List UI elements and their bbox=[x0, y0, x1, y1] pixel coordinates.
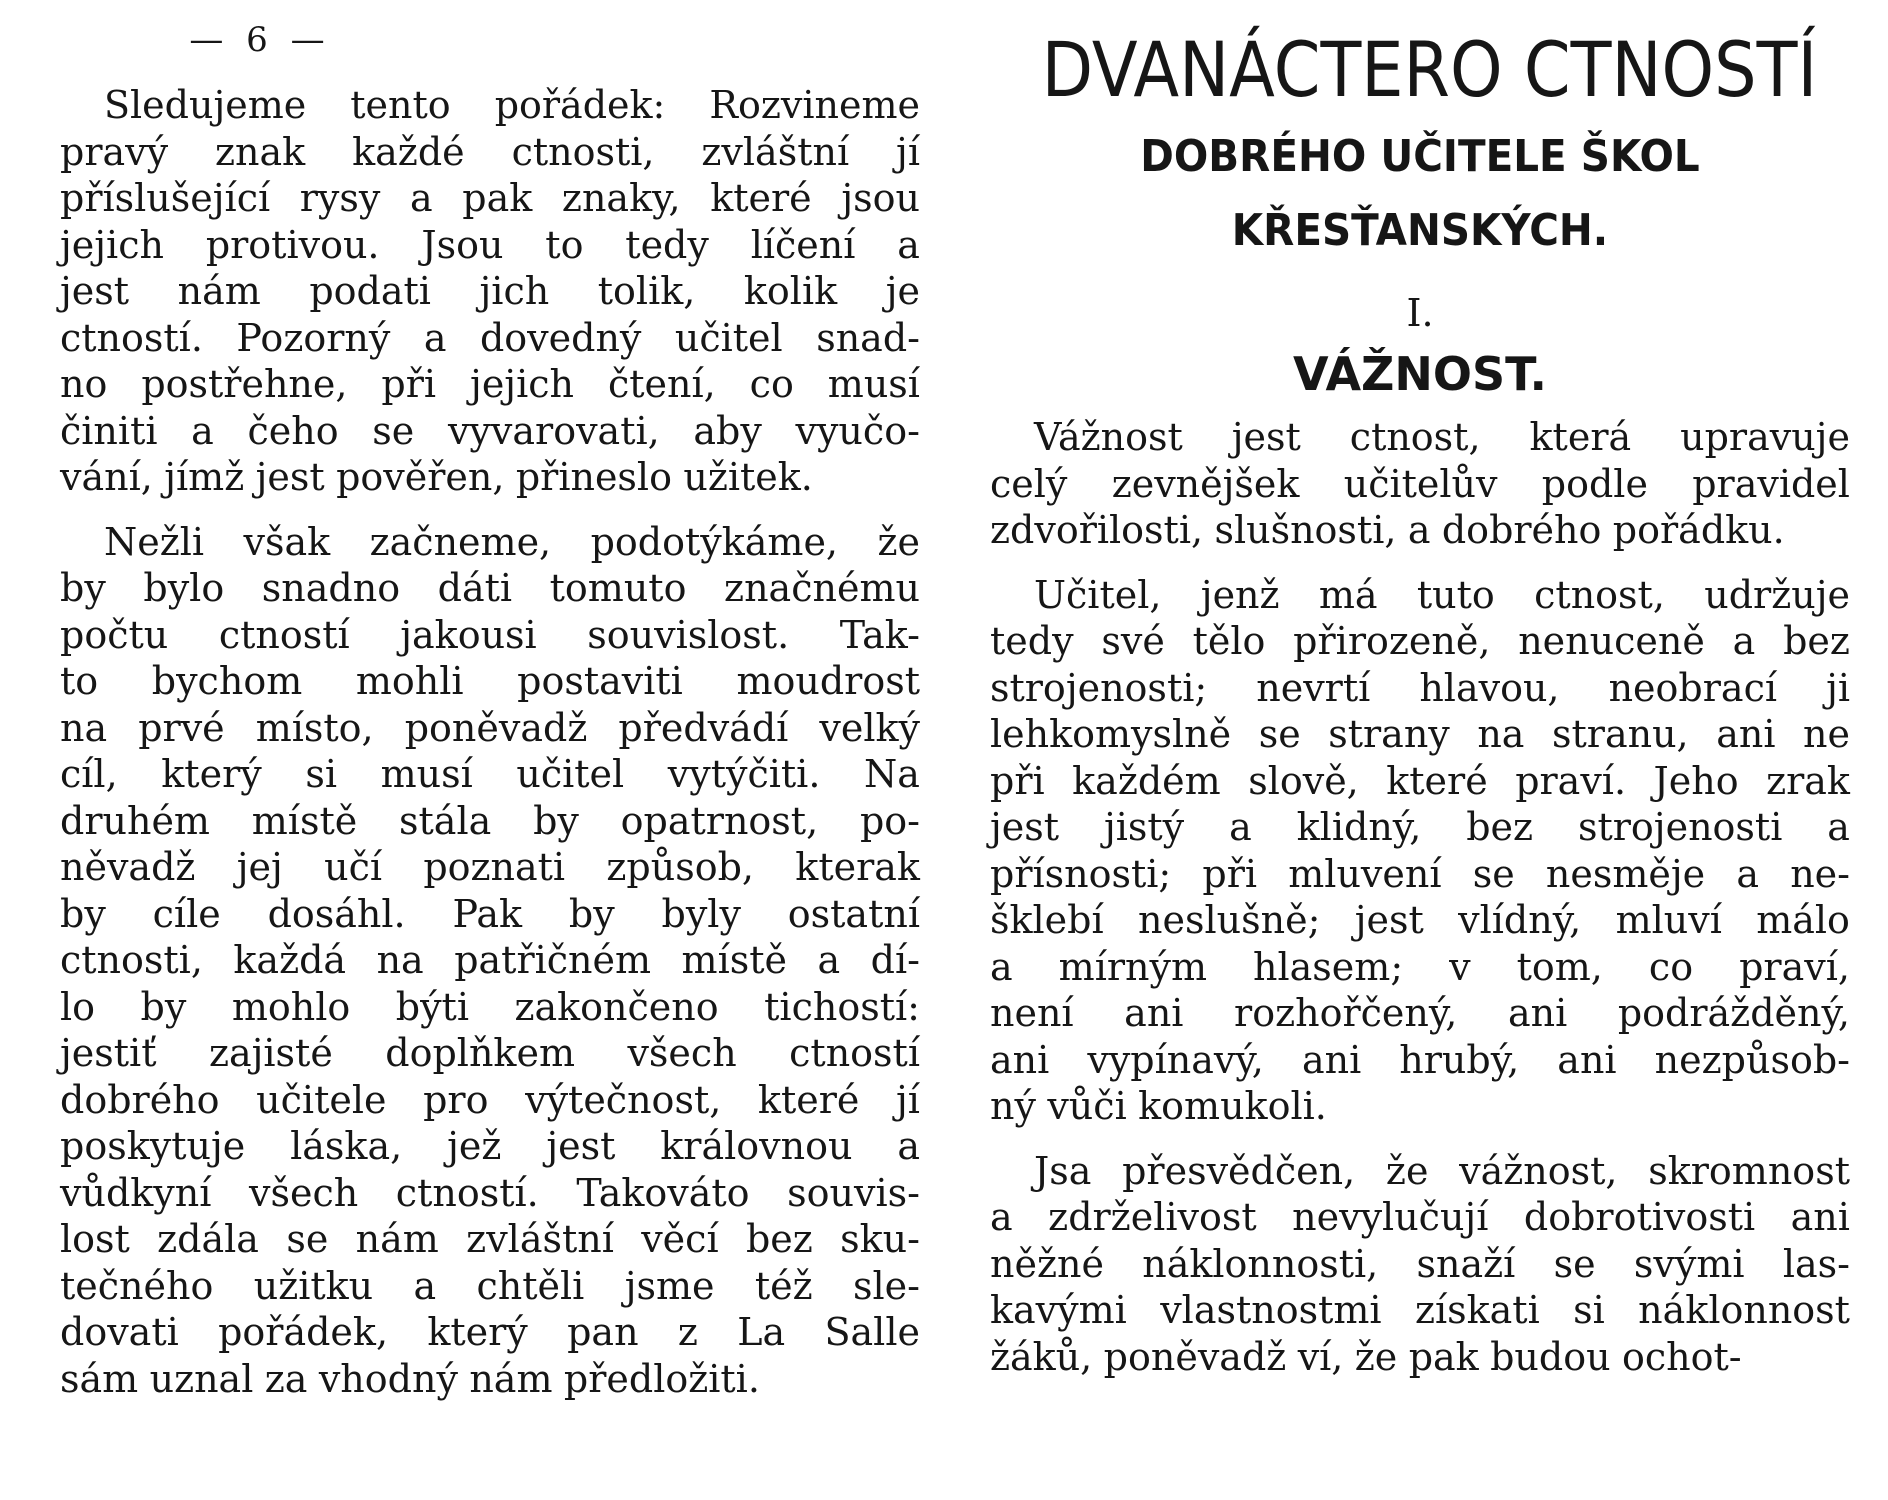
text-line: jest jistý a klidný, bez strojenosti a bbox=[990, 805, 1850, 849]
text-line: jest nám podati jich tolik, kolik je bbox=[60, 269, 920, 313]
text-line: poskytuje láska, jež jest královnou a bbox=[60, 1124, 920, 1168]
text-line: ný vůči komukoli. bbox=[990, 1084, 1327, 1128]
text-line: a zdrželivost nevylučují dobrotivosti ani bbox=[990, 1195, 1850, 1239]
text-line: kavými vlastnostmi získati si náklonnost bbox=[990, 1288, 1850, 1332]
text-line: by cíle dosáhl. Pak by byly ostatní bbox=[60, 891, 920, 936]
text-line: dovati pořádek, který pan z La Salle bbox=[60, 1310, 920, 1354]
text-line: celý zevnějšek učitelův podle pravidel bbox=[990, 461, 1850, 506]
text-line: lo by mohlo býti zakončeno tichostí: bbox=[60, 984, 920, 1029]
text-line: druhém místě stála by opatrnost, po- bbox=[60, 798, 920, 843]
text-line: Sledujeme tento pořádek: Rozvineme bbox=[104, 83, 920, 127]
text-line: sám uznal za vhodný nám předložiti. bbox=[60, 1356, 760, 1401]
text-line: ctností. Pozorný a dovedný učitel snad- bbox=[60, 315, 920, 360]
page-number: — 6 — bbox=[189, 20, 331, 60]
paragraph-gap bbox=[60, 501, 920, 519]
text-line: Učitel, jenž má tuto ctnost, udržuje bbox=[1034, 572, 1850, 617]
text-line: strojenosti; nevrtí hlavou, neobrací ji bbox=[990, 665, 1850, 710]
paragraph bbox=[990, 572, 1850, 1130]
text-line: není ani rozhořčený, ani podrážděný, bbox=[990, 991, 1850, 1035]
text-line: počtu ctností jakousi souvislost. Tak- bbox=[60, 612, 920, 657]
text-line: jejich protivou. Jsou to tedy líčení a bbox=[60, 222, 920, 267]
text-line: lehkomyslně se strany na stranu, ani ne bbox=[990, 712, 1850, 756]
paragraph bbox=[60, 82, 920, 501]
right-page-body bbox=[990, 414, 1850, 1380]
text-line: Nežli však začneme, podotýkáme, že bbox=[104, 519, 920, 564]
text-line: žáků, poněvadž ví, že pak budou ochot- bbox=[990, 1334, 1742, 1379]
chapter-numeral: I. bbox=[1406, 291, 1434, 335]
text-line: jestiť zajisté doplňkem všech ctností bbox=[60, 1031, 920, 1075]
text-line: to bychom mohli postaviti moudrost bbox=[60, 659, 920, 703]
left-page-body bbox=[60, 82, 920, 1402]
text-line: dobrého učitele pro výtečnost, které jí bbox=[60, 1077, 920, 1122]
paragraph-gap bbox=[990, 1130, 1850, 1148]
left-page bbox=[60, 20, 920, 1402]
book-subtitle-line-1: DOBRÉHO UČITELE ŠKOL bbox=[1140, 131, 1700, 182]
text-line: příslušející rysy a pak znaky, které jsou bbox=[60, 176, 920, 220]
paragraph bbox=[990, 1148, 1850, 1381]
text-line: něžné náklonnosti, snaží se svými las- bbox=[990, 1241, 1850, 1286]
text-line: něvadž jej učí poznati způsob, kterak bbox=[60, 845, 920, 889]
right-page bbox=[990, 20, 1850, 1380]
text-line: Vážnost jest ctnost, která upravuje bbox=[1034, 415, 1850, 459]
text-line: pravý znak každé ctnosti, zvláštní jí bbox=[60, 129, 920, 174]
text-line: tečného užitku a chtěli jsme též sle- bbox=[60, 1263, 920, 1308]
text-line: lost zdála se nám zvláštní věcí bez sku- bbox=[60, 1217, 920, 1261]
book-title: DVANÁCTERO CTNOSTÍ bbox=[1041, 25, 1818, 114]
text-line: Jsa přesvědčen, že vážnost, skromnost bbox=[1034, 1148, 1850, 1193]
paragraph-gap bbox=[990, 554, 1850, 572]
text-line: na prvé místo, poněvadž předvádí velký bbox=[60, 705, 920, 750]
text-line: by bylo snadno dáti tomuto značnému bbox=[60, 566, 920, 610]
text-line: no postřehne, při jejich čtení, co musí bbox=[60, 362, 920, 406]
text-line: tedy své tělo přirozeně, nenuceně a bez bbox=[990, 619, 1850, 663]
text-line: zdvořilosti, slušnosti, a dobrého pořádku. bbox=[990, 508, 1785, 552]
paragraph bbox=[990, 414, 1850, 554]
text-line: přísnosti; při mluvení se nesměje a ne- bbox=[990, 851, 1850, 896]
text-line: cíl, který si musí učitel vytýčiti. Na bbox=[60, 752, 920, 796]
text-line: vání, jímž jest pověřen, přineslo užitek. bbox=[60, 455, 813, 499]
text-line: při každém slově, které praví. Jeho zrak bbox=[990, 758, 1850, 803]
text-line: ani vypínavý, ani hrubý, ani nezpůsob- bbox=[990, 1037, 1850, 1082]
chapter-title: VÁŽNOST. bbox=[1292, 347, 1548, 401]
text-line: ctnosti, každá na patřičném místě a dí- bbox=[60, 938, 920, 982]
paragraph bbox=[60, 519, 920, 1403]
text-line: činiti a čeho se vyvarovati, aby vyučo- bbox=[60, 408, 920, 453]
text-line: a mírným hlasem; v tom, co praví, bbox=[990, 944, 1850, 989]
book-subtitle-line-2: KŘESŤANSKÝCH. bbox=[1231, 205, 1609, 256]
text-line: vůdkyní všech ctností. Takováto souvis- bbox=[60, 1170, 920, 1215]
text-line: šklebí neslušně; jest vlídný, mluví málo bbox=[990, 898, 1850, 942]
